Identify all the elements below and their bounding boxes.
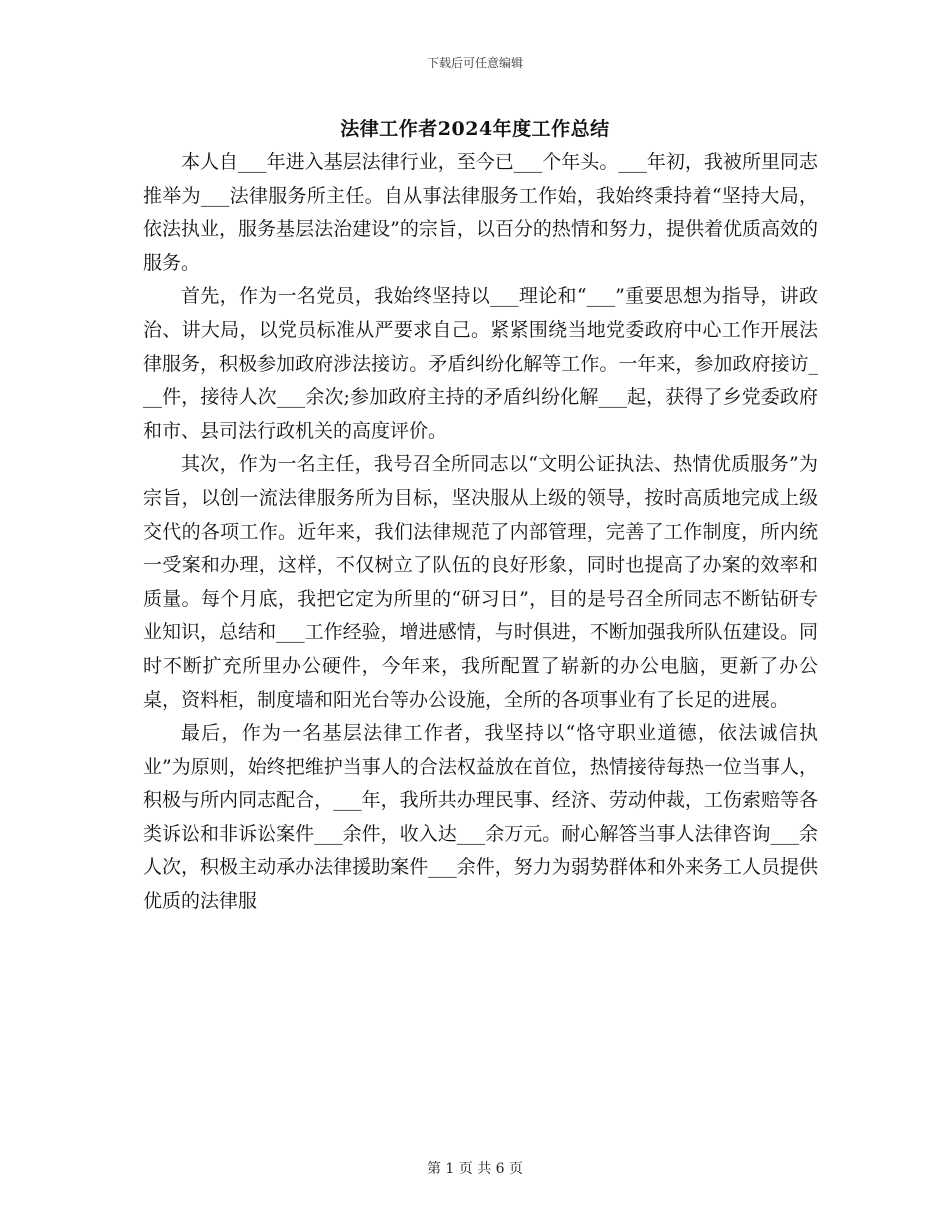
header-note: 下载后可任意编辑 — [426, 56, 523, 70]
page-number: 第 1 页 共 6 页 — [426, 1161, 524, 1177]
paragraph-intro: 本人自___年进入基层法律行业，至今已___个年头。___年初，我被所里同志推举为___法律服务所主任。自从事法律服务工作始，我始终秉持着“坚持大局，依法执业，服务基层法治建设”的宗旨，以百分的热情和努力，提供着优质高效的服务。 — [143, 151, 818, 274]
paragraph-second: 其次，作为一名主任，我号召全所同志以“文明公证执法、热情优质服务”为宗旨，以创一流法律服务所为目标，坚决服从上级的领导，按时高质地完成上级交代的各项工作。近年来，我们法律规范了内部管理，完善了工作制度，所内统一受案和办理，这样，不仅树立了队伍的良好形象，同时也提高了办案的效率和质量。每个月底，我把它定为所里的“研习日”，目的是号召全所同志不断钻研专业知识，总结和___工作经验，增进感情，与时俱进，不断加强我所队伍建设。同时不断扩充所里办公硬件，今年来，我所配置了崭新的办公电脑，更新了办公桌，资料柜，制度墙和阳光台等办公设施，全所的各项事业有了长足的进展。 — [143, 453, 818, 711]
paragraph-last: 最后，作为一名基层法律工作者，我坚持以“恪守职业道德，依法诚信执业”为原则，始终把维护当事人的合法权益放在首位，热情接待每热一位当事人，积极与所内同志配合，___年，我所共办理民事、经济、劳动仲裁，工伤索赔等各类诉讼和非诉讼案件___余件，收入达___余万元。耐心解答当事人法律咨询___余人次，积极主动承办法律援助案件___余件，努力为弱势群体和外来务工人员提供优质的法律服 — [143, 722, 818, 913]
paragraph-first: 首先，作为一名党员，我始终坚持以___理论和“___”重要思想为指导，讲政治、讲大局，以党员标准从严要求自己。紧紧围绕当地党委政府中心工作开展法律服务，积极参加政府涉法接访。矛盾纠纷化解等工作。一年来，参加政府接访___件，接待人次___余次;参加政府主持的矛盾纠纷化解___起，获得了乡党委政府和市、县司法行政机关的高度评价。 — [143, 285, 818, 442]
document-title: 法律工作者2024年度工作总结 — [340, 118, 610, 140]
document-body — [143, 146, 818, 919]
